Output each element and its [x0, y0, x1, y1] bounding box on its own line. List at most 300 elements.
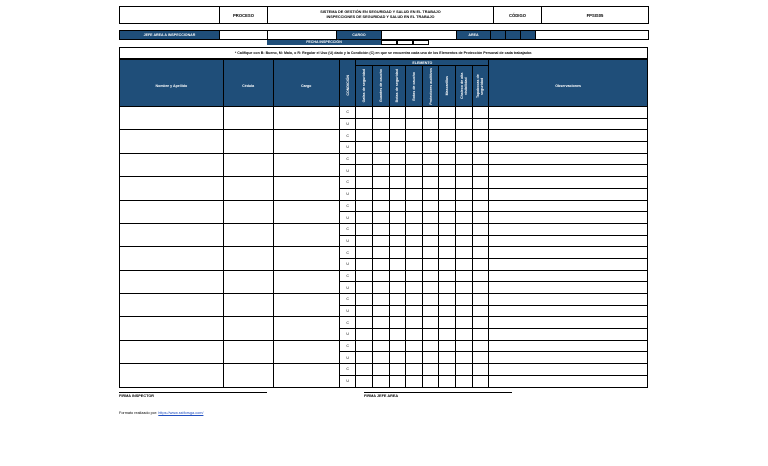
rating-cell[interactable] — [373, 165, 390, 177]
rating-cell[interactable] — [356, 258, 373, 270]
rating-cell[interactable] — [389, 247, 406, 259]
observaciones-cell[interactable] — [489, 258, 648, 270]
rating-cell[interactable] — [472, 212, 489, 224]
rating-cell[interactable] — [406, 107, 423, 119]
rating-cell[interactable] — [472, 235, 489, 247]
rating-cell[interactable] — [406, 165, 423, 177]
rating-cell[interactable] — [439, 153, 456, 165]
cargo-cell[interactable] — [273, 212, 339, 224]
rating-cell[interactable] — [373, 142, 390, 154]
rating-cell[interactable] — [356, 364, 373, 376]
rating-cell[interactable] — [456, 282, 473, 294]
rating-cell[interactable] — [472, 282, 489, 294]
rating-cell[interactable] — [422, 305, 439, 317]
rating-cell[interactable] — [472, 142, 489, 154]
rating-cell[interactable] — [406, 294, 423, 306]
cedula-cell[interactable] — [223, 352, 273, 364]
cedula-cell[interactable] — [223, 118, 273, 130]
rating-cell[interactable] — [373, 177, 390, 189]
rating-cell[interactable] — [422, 235, 439, 247]
rating-cell[interactable] — [356, 340, 373, 352]
rating-cell[interactable] — [472, 294, 489, 306]
rating-cell[interactable] — [422, 364, 439, 376]
cedula-cell[interactable] — [223, 258, 273, 270]
rating-cell[interactable] — [439, 118, 456, 130]
observaciones-cell[interactable] — [489, 352, 648, 364]
rating-cell[interactable] — [456, 177, 473, 189]
rating-cell[interactable] — [356, 130, 373, 142]
rating-cell[interactable] — [456, 223, 473, 235]
rating-cell[interactable] — [439, 282, 456, 294]
nombre-cell[interactable] — [120, 188, 224, 200]
nombre-cell[interactable] — [120, 130, 224, 142]
rating-cell[interactable] — [456, 317, 473, 329]
rating-cell[interactable] — [456, 188, 473, 200]
cargo-cell[interactable] — [273, 188, 339, 200]
rating-cell[interactable] — [406, 282, 423, 294]
rating-cell[interactable] — [406, 340, 423, 352]
fecha-day-field[interactable] — [381, 40, 397, 45]
cargo-cell[interactable] — [273, 364, 339, 376]
observaciones-cell[interactable] — [489, 118, 648, 130]
rating-cell[interactable] — [456, 340, 473, 352]
rating-cell[interactable] — [389, 153, 406, 165]
rating-cell[interactable] — [406, 177, 423, 189]
rating-cell[interactable] — [356, 153, 373, 165]
rating-cell[interactable] — [456, 258, 473, 270]
nombre-cell[interactable] — [120, 282, 224, 294]
nombre-cell[interactable] — [120, 247, 224, 259]
rating-cell[interactable] — [356, 352, 373, 364]
observaciones-cell[interactable] — [489, 130, 648, 142]
rating-cell[interactable] — [422, 340, 439, 352]
rating-cell[interactable] — [406, 223, 423, 235]
rating-cell[interactable] — [439, 317, 456, 329]
cargo-cell[interactable] — [273, 340, 339, 352]
cedula-cell[interactable] — [223, 142, 273, 154]
rating-cell[interactable] — [356, 200, 373, 212]
rating-cell[interactable] — [406, 375, 423, 387]
cargo-field[interactable] — [382, 31, 457, 40]
rating-cell[interactable] — [406, 188, 423, 200]
observaciones-cell[interactable] — [489, 142, 648, 154]
nombre-cell[interactable] — [120, 340, 224, 352]
rating-cell[interactable] — [422, 200, 439, 212]
rating-cell[interactable] — [472, 375, 489, 387]
cedula-cell[interactable] — [223, 270, 273, 282]
cargo-cell[interactable] — [273, 107, 339, 119]
rating-cell[interactable] — [472, 200, 489, 212]
observaciones-cell[interactable] — [489, 177, 648, 189]
rating-cell[interactable] — [456, 247, 473, 259]
observaciones-cell[interactable] — [489, 107, 648, 119]
cedula-cell[interactable] — [223, 282, 273, 294]
rating-cell[interactable] — [439, 294, 456, 306]
rating-cell[interactable] — [422, 177, 439, 189]
rating-cell[interactable] — [373, 107, 390, 119]
nombre-cell[interactable] — [120, 153, 224, 165]
cargo-cell[interactable] — [273, 142, 339, 154]
observaciones-cell[interactable] — [489, 200, 648, 212]
rating-cell[interactable] — [373, 223, 390, 235]
rating-cell[interactable] — [356, 270, 373, 282]
cargo-cell[interactable] — [273, 165, 339, 177]
fecha-year-field[interactable] — [413, 40, 429, 45]
rating-cell[interactable] — [373, 188, 390, 200]
rating-cell[interactable] — [472, 364, 489, 376]
cedula-cell[interactable] — [223, 188, 273, 200]
cargo-cell[interactable] — [273, 153, 339, 165]
cedula-cell[interactable] — [223, 212, 273, 224]
rating-cell[interactable] — [472, 329, 489, 341]
rating-cell[interactable] — [389, 223, 406, 235]
rating-cell[interactable] — [389, 188, 406, 200]
rating-cell[interactable] — [439, 305, 456, 317]
rating-cell[interactable] — [472, 153, 489, 165]
rating-cell[interactable] — [373, 305, 390, 317]
rating-cell[interactable] — [439, 200, 456, 212]
nombre-cell[interactable] — [120, 258, 224, 270]
rating-cell[interactable] — [406, 142, 423, 154]
cedula-cell[interactable] — [223, 247, 273, 259]
rating-cell[interactable] — [389, 107, 406, 119]
nombre-cell[interactable] — [120, 305, 224, 317]
rating-cell[interactable] — [422, 270, 439, 282]
rating-cell[interactable] — [373, 258, 390, 270]
rating-cell[interactable] — [356, 107, 373, 119]
rating-cell[interactable] — [456, 270, 473, 282]
rating-cell[interactable] — [389, 282, 406, 294]
cargo-cell[interactable] — [273, 118, 339, 130]
cedula-cell[interactable] — [223, 177, 273, 189]
rating-cell[interactable] — [422, 282, 439, 294]
observaciones-cell[interactable] — [489, 223, 648, 235]
cargo-cell[interactable] — [273, 375, 339, 387]
nombre-cell[interactable] — [120, 223, 224, 235]
nombre-cell[interactable] — [120, 375, 224, 387]
cargo-cell[interactable] — [273, 270, 339, 282]
rating-cell[interactable] — [422, 130, 439, 142]
rating-cell[interactable] — [422, 188, 439, 200]
condition-code: C — [339, 340, 356, 352]
observaciones-cell[interactable] — [489, 294, 648, 306]
cedula-cell[interactable] — [223, 107, 273, 119]
rating-cell[interactable] — [472, 352, 489, 364]
rating-cell[interactable] — [456, 212, 473, 224]
cedula-cell[interactable] — [223, 329, 273, 341]
rating-cell[interactable] — [439, 130, 456, 142]
rating-cell[interactable] — [356, 282, 373, 294]
rating-cell[interactable] — [472, 258, 489, 270]
rating-cell[interactable] — [472, 165, 489, 177]
rating-cell[interactable] — [389, 270, 406, 282]
rating-cell[interactable] — [389, 235, 406, 247]
rating-cell[interactable] — [422, 118, 439, 130]
cargo-cell[interactable] — [273, 282, 339, 294]
rating-cell[interactable] — [356, 305, 373, 317]
nombre-cell[interactable] — [120, 118, 224, 130]
rating-cell[interactable] — [356, 188, 373, 200]
rating-cell[interactable] — [406, 118, 423, 130]
rating-cell[interactable] — [456, 375, 473, 387]
rating-cell[interactable] — [406, 247, 423, 259]
cargo-cell[interactable] — [273, 247, 339, 259]
rating-cell[interactable] — [389, 375, 406, 387]
rating-cell[interactable] — [356, 118, 373, 130]
area-field[interactable] — [536, 31, 649, 40]
rating-cell[interactable] — [472, 177, 489, 189]
rating-cell[interactable] — [422, 212, 439, 224]
rating-cell[interactable] — [373, 340, 390, 352]
rating-cell[interactable] — [456, 294, 473, 306]
rating-cell[interactable] — [472, 130, 489, 142]
cedula-cell[interactable] — [223, 200, 273, 212]
rating-cell[interactable] — [439, 165, 456, 177]
observaciones-cell[interactable] — [489, 340, 648, 352]
worker-row — [120, 165, 648, 177]
cargo-cell[interactable] — [273, 258, 339, 270]
rating-cell[interactable] — [439, 270, 456, 282]
rating-cell[interactable] — [472, 223, 489, 235]
rating-cell[interactable] — [389, 130, 406, 142]
rating-cell[interactable] — [356, 223, 373, 235]
rating-cell[interactable] — [373, 352, 390, 364]
rating-cell[interactable] — [439, 352, 456, 364]
observaciones-cell[interactable] — [489, 270, 648, 282]
rating-cell[interactable] — [422, 107, 439, 119]
nombre-cell[interactable] — [120, 212, 224, 224]
rating-cell[interactable] — [389, 305, 406, 317]
rating-cell[interactable] — [389, 317, 406, 329]
nombre-cell[interactable] — [120, 352, 224, 364]
rating-cell[interactable] — [406, 352, 423, 364]
nombre-cell[interactable] — [120, 329, 224, 341]
nombre-cell[interactable] — [120, 294, 224, 306]
rating-cell[interactable] — [422, 247, 439, 259]
observaciones-cell[interactable] — [489, 235, 648, 247]
nombre-cell[interactable] — [120, 317, 224, 329]
worker-row — [120, 340, 648, 352]
rating-cell[interactable] — [406, 200, 423, 212]
rating-cell[interactable] — [389, 142, 406, 154]
observaciones-cell[interactable] — [489, 212, 648, 224]
rating-cell[interactable] — [373, 364, 390, 376]
rating-cell[interactable] — [422, 153, 439, 165]
rating-cell[interactable] — [456, 107, 473, 119]
observaciones-cell[interactable] — [489, 282, 648, 294]
rating-cell[interactable] — [356, 142, 373, 154]
rating-cell[interactable] — [389, 294, 406, 306]
rating-cell[interactable] — [373, 329, 390, 341]
rating-cell[interactable] — [439, 258, 456, 270]
rating-cell[interactable] — [439, 107, 456, 119]
rating-cell[interactable] — [422, 165, 439, 177]
rating-cell[interactable] — [439, 177, 456, 189]
nombre-cell[interactable] — [120, 142, 224, 154]
rating-cell[interactable] — [456, 130, 473, 142]
rating-cell[interactable] — [422, 352, 439, 364]
cedula-header: Cédula — [223, 66, 273, 107]
rating-cell[interactable] — [406, 305, 423, 317]
rating-cell[interactable] — [456, 352, 473, 364]
cargo-cell[interactable] — [273, 294, 339, 306]
rating-cell[interactable] — [389, 212, 406, 224]
rating-cell[interactable] — [472, 317, 489, 329]
rating-cell[interactable] — [456, 165, 473, 177]
rating-cell[interactable] — [439, 375, 456, 387]
rating-cell[interactable] — [389, 352, 406, 364]
rating-cell[interactable] — [472, 270, 489, 282]
nombre-cell[interactable] — [120, 165, 224, 177]
observaciones-cell[interactable] — [489, 305, 648, 317]
rating-cell[interactable] — [472, 188, 489, 200]
rating-cell[interactable] — [373, 317, 390, 329]
rating-cell[interactable] — [439, 142, 456, 154]
rating-cell[interactable] — [356, 329, 373, 341]
cargo-cell[interactable] — [273, 200, 339, 212]
rating-cell[interactable] — [456, 118, 473, 130]
cargo-cell[interactable] — [273, 317, 339, 329]
rating-cell[interactable] — [422, 317, 439, 329]
rating-cell[interactable] — [389, 340, 406, 352]
rating-cell[interactable] — [373, 118, 390, 130]
rating-cell[interactable] — [439, 212, 456, 224]
rating-cell[interactable] — [406, 364, 423, 376]
cargo-cell[interactable] — [273, 352, 339, 364]
cargo-cell[interactable] — [273, 329, 339, 341]
rating-cell[interactable] — [356, 247, 373, 259]
rating-cell[interactable] — [406, 153, 423, 165]
rating-cell[interactable] — [356, 375, 373, 387]
rating-cell[interactable] — [389, 165, 406, 177]
rating-cell[interactable] — [389, 177, 406, 189]
rating-cell[interactable] — [472, 118, 489, 130]
nombre-cell[interactable] — [120, 177, 224, 189]
nombre-cell[interactable] — [120, 364, 224, 376]
cedula-cell[interactable] — [223, 305, 273, 317]
rating-cell[interactable] — [373, 153, 390, 165]
rating-cell[interactable] — [406, 317, 423, 329]
rating-cell[interactable] — [356, 212, 373, 224]
nombre-cell[interactable] — [120, 235, 224, 247]
observaciones-cell[interactable] — [489, 375, 648, 387]
rating-cell[interactable] — [439, 235, 456, 247]
observaciones-cell[interactable] — [489, 317, 648, 329]
rating-cell[interactable] — [356, 177, 373, 189]
rating-cell[interactable] — [472, 247, 489, 259]
cedula-cell[interactable] — [223, 317, 273, 329]
rating-cell[interactable] — [439, 223, 456, 235]
cedula-cell[interactable] — [223, 340, 273, 352]
rating-cell[interactable] — [373, 294, 390, 306]
rating-cell[interactable] — [356, 235, 373, 247]
credit-link[interactable]: https://www.sstforsga.com/ — [158, 411, 204, 415]
rating-cell[interactable] — [373, 212, 390, 224]
rating-cell[interactable] — [422, 329, 439, 341]
rating-cell[interactable] — [439, 364, 456, 376]
rating-cell[interactable] — [422, 258, 439, 270]
rating-cell[interactable] — [422, 294, 439, 306]
rating-cell[interactable] — [356, 294, 373, 306]
rating-cell[interactable] — [389, 258, 406, 270]
rating-cell[interactable] — [373, 200, 390, 212]
rating-cell[interactable] — [439, 188, 456, 200]
nombre-cell[interactable] — [120, 107, 224, 119]
observaciones-cell[interactable] — [489, 329, 648, 341]
rating-cell[interactable] — [356, 165, 373, 177]
observaciones-cell[interactable] — [489, 364, 648, 376]
cedula-cell[interactable] — [223, 130, 273, 142]
rating-cell[interactable] — [406, 235, 423, 247]
rating-cell[interactable] — [456, 235, 473, 247]
cedula-cell[interactable] — [223, 223, 273, 235]
rating-cell[interactable] — [456, 329, 473, 341]
observaciones-cell[interactable] — [489, 247, 648, 259]
rating-cell[interactable] — [456, 364, 473, 376]
rating-cell[interactable] — [373, 235, 390, 247]
rating-cell[interactable] — [422, 223, 439, 235]
rating-cell[interactable] — [406, 270, 423, 282]
rating-cell[interactable] — [439, 329, 456, 341]
cedula-cell[interactable] — [223, 375, 273, 387]
nombre-cell[interactable] — [120, 200, 224, 212]
rating-cell[interactable] — [389, 200, 406, 212]
rating-cell[interactable] — [373, 270, 390, 282]
rating-cell[interactable] — [456, 200, 473, 212]
rating-cell[interactable] — [456, 305, 473, 317]
rating-cell[interactable] — [373, 375, 390, 387]
cargo-cell[interactable] — [273, 177, 339, 189]
jefe-area-field-2[interactable] — [268, 31, 337, 40]
cedula-cell[interactable] — [223, 294, 273, 306]
cargo-cell[interactable] — [273, 223, 339, 235]
rating-cell[interactable] — [389, 364, 406, 376]
rating-cell[interactable] — [389, 118, 406, 130]
cargo-cell[interactable] — [273, 235, 339, 247]
jefe-area-field[interactable] — [220, 31, 268, 40]
cargo-cell[interactable] — [273, 305, 339, 317]
nombre-cell[interactable] — [120, 270, 224, 282]
rating-cell[interactable] — [422, 142, 439, 154]
observaciones-cell[interactable] — [489, 153, 648, 165]
rating-cell[interactable] — [439, 340, 456, 352]
rating-cell[interactable] — [456, 153, 473, 165]
cedula-cell[interactable] — [223, 165, 273, 177]
cedula-cell[interactable] — [223, 364, 273, 376]
rating-cell[interactable] — [373, 247, 390, 259]
rating-cell[interactable] — [389, 329, 406, 341]
cargo-cell[interactable] — [273, 130, 339, 142]
rating-cell[interactable] — [456, 142, 473, 154]
rating-cell[interactable] — [373, 282, 390, 294]
rating-cell[interactable] — [406, 212, 423, 224]
rating-cell[interactable] — [406, 130, 423, 142]
rating-cell[interactable] — [472, 107, 489, 119]
fecha-month-field[interactable] — [397, 40, 413, 45]
observaciones-cell[interactable] — [489, 188, 648, 200]
rating-cell[interactable] — [472, 340, 489, 352]
rating-cell[interactable] — [406, 258, 423, 270]
rating-cell[interactable] — [472, 305, 489, 317]
rating-cell[interactable] — [422, 375, 439, 387]
rating-cell[interactable] — [373, 130, 390, 142]
cedula-cell[interactable] — [223, 235, 273, 247]
rating-cell[interactable] — [439, 247, 456, 259]
rating-cell[interactable] — [406, 329, 423, 341]
cedula-cell[interactable] — [223, 153, 273, 165]
observaciones-cell[interactable] — [489, 165, 648, 177]
rating-cell[interactable] — [356, 317, 373, 329]
